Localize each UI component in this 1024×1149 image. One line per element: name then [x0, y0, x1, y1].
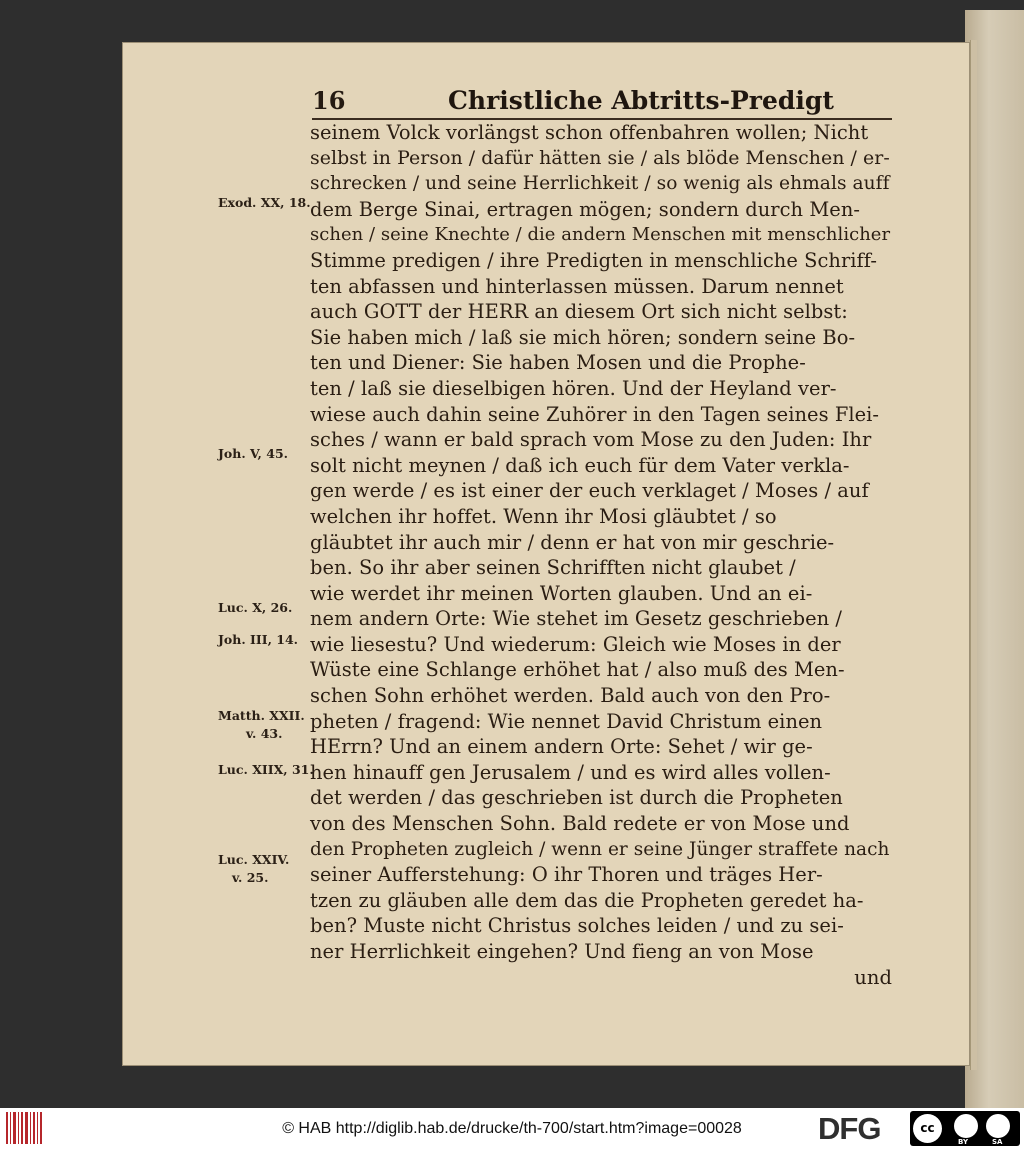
text-line: den Propheten zugleich / wenn er seine Jünger straffete nach: [310, 838, 890, 860]
text-line: schen Sohn erhöhet werden. Bald auch von den Pro-: [310, 684, 831, 708]
viewer-footer: [0, 1108, 1024, 1149]
text-line: ben? Muste nicht Christus solches leiden / und zu sei-: [310, 914, 844, 938]
text-line: ner Herrlichkeit eingehen? Und fieng an von Mose: [310, 940, 814, 963]
margin-note: Luc. XIIX, 31.: [218, 762, 314, 777]
text-line: von des Menschen Sohn. Bald redete er von Mose und: [310, 812, 850, 836]
text-line: tzen zu gläuben alle dem das die Propheten geredet ha-: [310, 888, 864, 912]
text-line: gen werde / es ist einer der euch verklaget / Moses / auf: [310, 479, 869, 503]
text-line: Wüste eine Schlange erhöhet hat / also muß des Men-: [310, 658, 845, 682]
margin-note: v. 43.: [246, 726, 283, 741]
text-line: auch GOTT der HERR an diesem Ort sich nicht selbst:: [310, 300, 848, 324]
cc-license-icon[interactable]: [910, 1111, 1020, 1146]
text-line: Sie haben mich / laß sie mich hören; sondern seine Bo-: [310, 325, 856, 349]
text-line: gläubtet ihr auch mir / denn er hat von mir geschrie-: [310, 530, 835, 554]
share-alike-icon: [986, 1114, 1010, 1138]
page-stack-edge: [970, 40, 977, 1070]
margin-note: Luc. X, 26.: [218, 600, 293, 615]
margin-note: Joh. III, 14.: [218, 632, 299, 647]
margin-note: Luc. XXIV.: [218, 852, 290, 867]
margin-note: Matth. XXII.: [218, 708, 305, 723]
text-line: schrecken / und seine Herrlichkeit / so wenig als ehmals auff: [310, 173, 890, 195]
text-line: hen hinauff gen Jerusalem / und es wird alles vollen-: [310, 760, 831, 784]
cc-icon: cc: [913, 1114, 942, 1143]
text-line: ten / laß sie dieselbigen hören. Und der Heyland ver-: [310, 376, 837, 400]
text-line: wiese auch dahin seine Zuhörer in den Tagen seines Flei-: [310, 402, 880, 426]
text-line: wie werdet ihr meinen Worten glauben. Und an ei-: [310, 581, 813, 605]
text-line: nem andern Orte: Wie stehet im Gesetz geschrieben /: [310, 607, 842, 631]
text-line: welchen ihr hoffet. Wenn ihr Mosi gläubtet / so: [310, 504, 777, 528]
margin-note: Joh. V, 45.: [218, 446, 289, 461]
running-title: Christliche Abtritts-Predigt: [448, 86, 834, 115]
text-line: ten abfassen und hinterlassen müssen. Darum nennet: [310, 274, 844, 298]
text-line: selbst in Person / dafür hätten sie / als blöde Menschen / er-: [310, 146, 890, 169]
catchword: und: [854, 965, 892, 989]
body-text: [310, 120, 892, 990]
text-line: HErrn? Und an einem andern Orte: Sehet / wir ge-: [310, 735, 813, 759]
attribution-icon: [954, 1114, 978, 1138]
text-line: seinem Volck vorlängst schon offenbahren wollen; Nicht: [310, 121, 869, 144]
text-line: Stimme predigen / ihre Predigten in menschliche Schriff-: [310, 248, 877, 272]
text-line: schen / seine Knechte / die andern Menschen mit menschlicher: [310, 224, 891, 246]
text-line: ten und Diener: Sie haben Mosen und die Prophe-: [310, 351, 806, 375]
text-line: det werden / das geschrieben ist durch die Propheten: [310, 786, 843, 810]
sa-label: SA: [992, 1138, 1003, 1146]
copyright-link[interactable]: © HAB http://diglib.hab.de/drucke/th-700/start.htm?image=00028: [282, 1120, 742, 1137]
text-line: solt nicht meynen / daß ich euch für dem Vater verkla-: [310, 453, 850, 477]
text-line: sches / wann er bald sprach vom Mose zu den Juden: Ihr: [310, 428, 872, 452]
margin-note: Exod. XX, 18.: [218, 195, 311, 210]
page-number: 16: [312, 86, 346, 115]
text-line: dem Berge Sinai, ertragen mögen; sondern durch Men-: [310, 197, 860, 221]
text-line: ben. So ihr aber seinen Schrifften nicht glaubet /: [310, 556, 796, 580]
text-line: seiner Aufferstehung: O ihr Thoren und träges Her-: [310, 863, 823, 887]
page-header: [312, 86, 892, 122]
margin-note: v. 25.: [232, 870, 269, 885]
text-line: pheten / fragend: Wie nennet David Christum einen: [310, 709, 823, 733]
dfg-logo[interactable]: DFG: [818, 1111, 881, 1146]
text-line: wie liesestu? Und wiederum: Gleich wie Moses in der: [310, 632, 841, 656]
by-label: BY: [958, 1138, 969, 1146]
